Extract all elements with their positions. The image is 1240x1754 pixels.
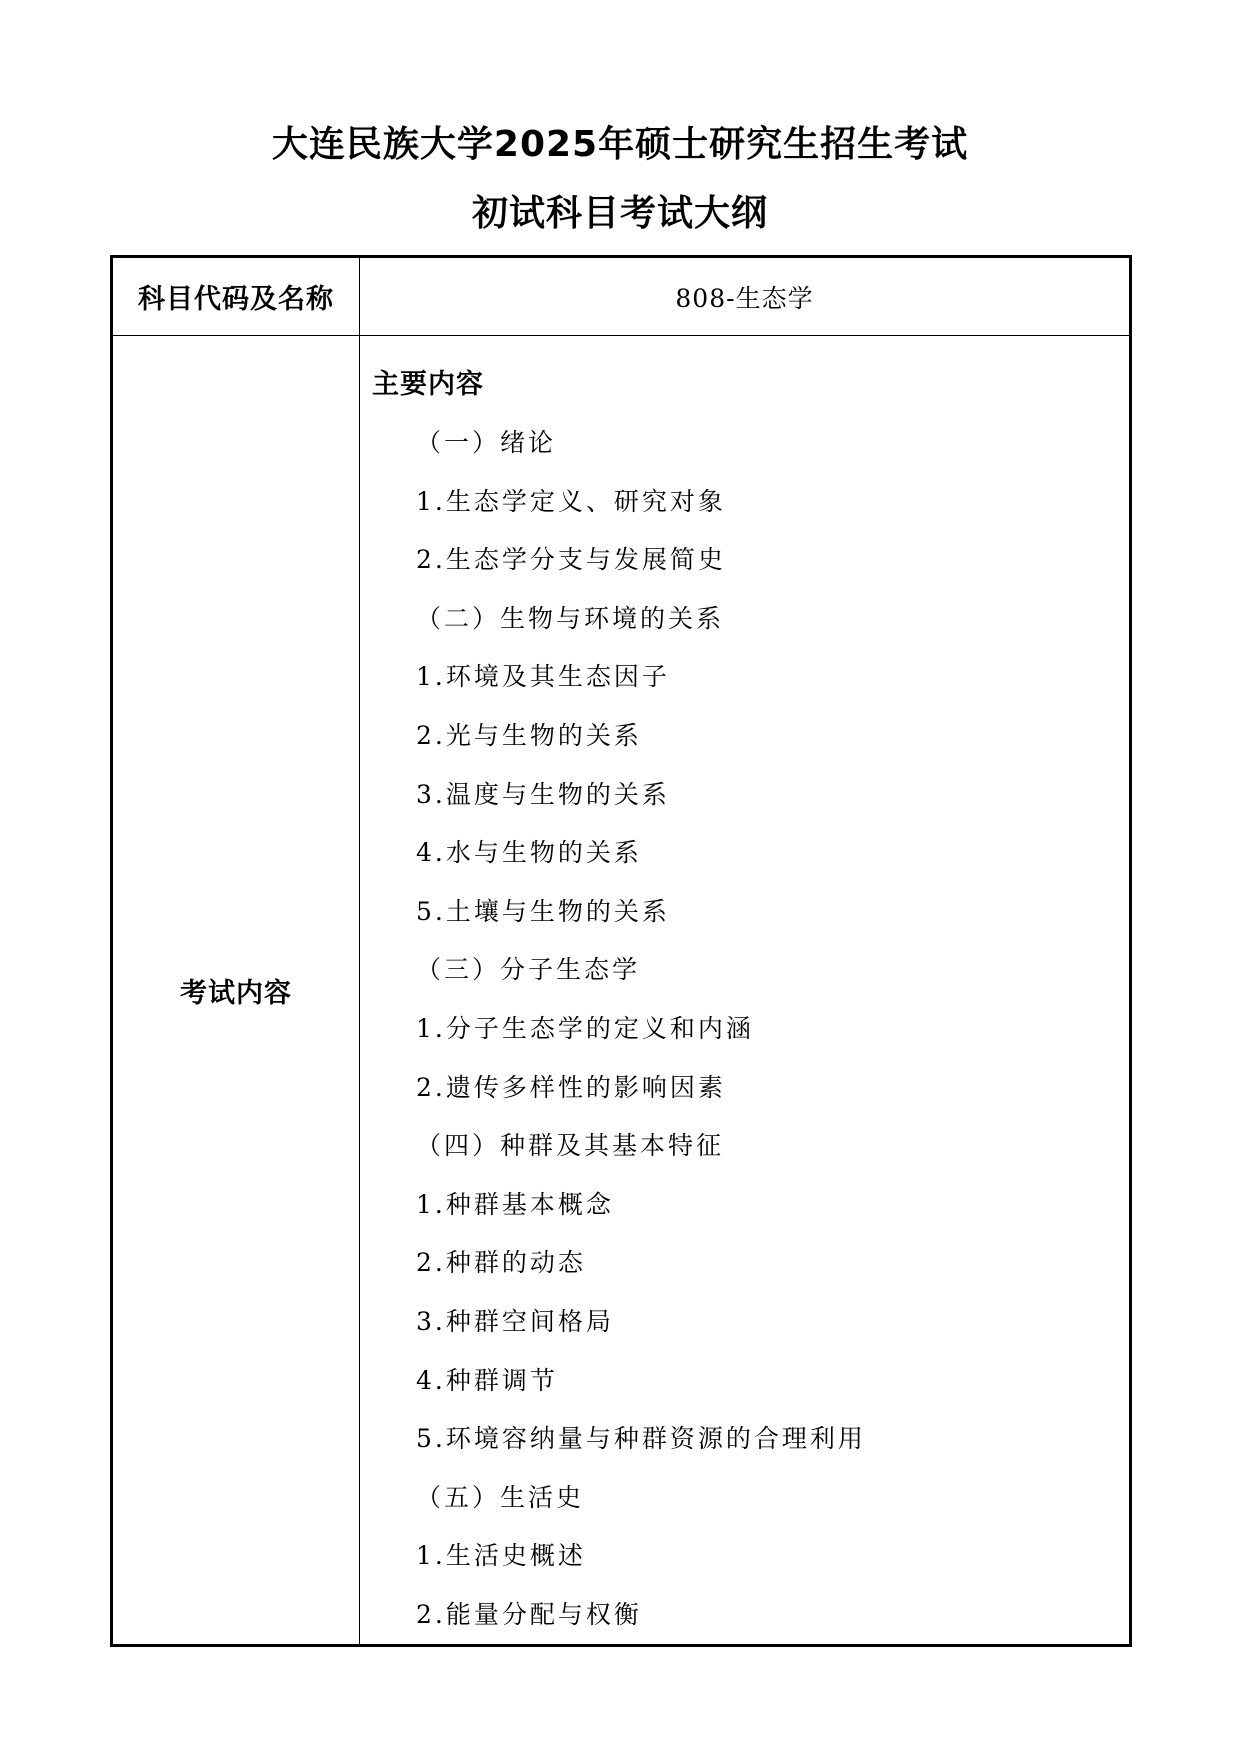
outline-item: 3.种群空间格局 [416, 1306, 614, 1336]
content-cell [360, 336, 1130, 1645]
document-title-line1: 大连民族大学2025年硕士研究生招生考试 [271, 124, 969, 165]
outline-section: （五）生活史 [416, 1482, 585, 1512]
content-row [113, 336, 1130, 1645]
outline-item: 1.生活史概述 [416, 1541, 586, 1571]
outline-item: 1.生态学定义、研究对象 [416, 486, 726, 516]
syllabus-table [112, 257, 1130, 1645]
outline-item: 1.种群基本概念 [416, 1189, 614, 1219]
outline-item: 1.分子生态学的定义和内涵 [416, 1013, 754, 1043]
outline-item: 4.水与生物的关系 [416, 838, 642, 868]
content-label: 考试内容 [113, 336, 360, 1645]
outline-section: （四）种群及其基本特征 [416, 1131, 725, 1161]
content-heading: 主要内容 [372, 369, 484, 400]
outline-item: 2.遗传多样性的影响因素 [416, 1072, 726, 1102]
outline-item: 2.生态学分支与发展简史 [416, 545, 726, 575]
document-title-line2: 初试科目考试大纲 [471, 193, 768, 234]
subject-value: 808-生态学 [360, 258, 1130, 336]
outline-item: 2.能量分配与权衡 [416, 1599, 642, 1629]
subject-label: 科目代码及名称 [113, 258, 360, 336]
outline-item: 1.环境及其生态因子 [416, 662, 670, 692]
outline-section: （一）绪论 [416, 428, 557, 457]
outline-list [372, 414, 1129, 1644]
outline-item: 5.土壤与生物的关系 [416, 896, 670, 926]
outline-item: 2.种群的动态 [416, 1248, 586, 1278]
outline-item: 2.光与生物的关系 [416, 720, 642, 750]
outline-item: 4.种群调节 [416, 1365, 558, 1395]
subject-row [113, 258, 1130, 336]
outline-section: （二）生物与环境的关系 [416, 603, 725, 633]
outline-item: 3.温度与生物的关系 [416, 779, 670, 809]
outline-item: 5.环境容纳量与种群资源的合理利用 [416, 1424, 866, 1454]
outline-section: （三）分子生态学 [416, 955, 641, 985]
